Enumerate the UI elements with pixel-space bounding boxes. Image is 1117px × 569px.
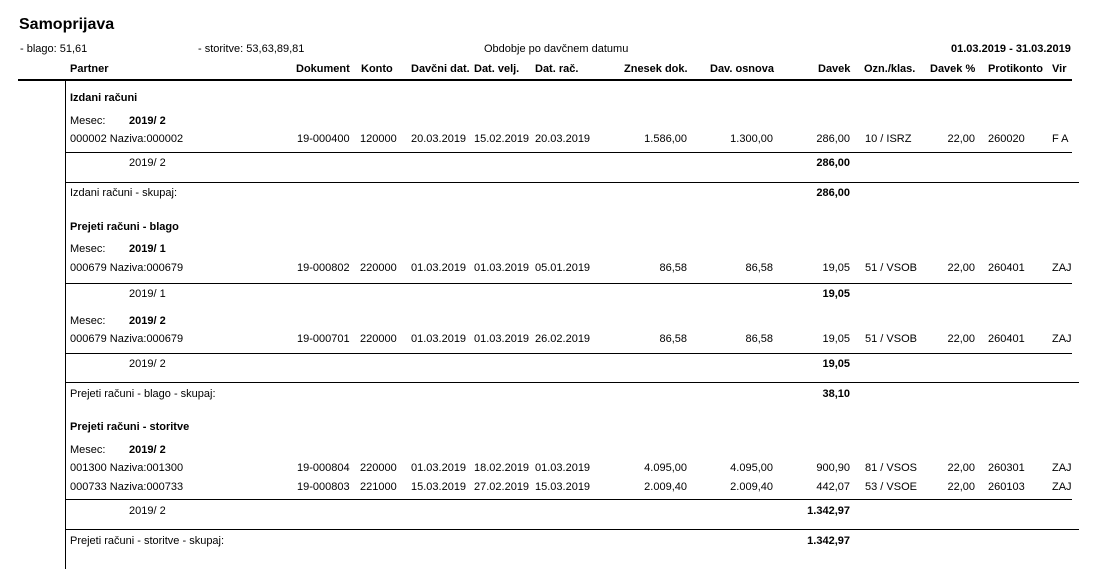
col-znesek: Znesek dok. [624,63,688,75]
cell-rac: 26.02.2019 [535,333,591,345]
section-total-value: 286,00 [816,187,850,199]
subtotal-value: 1.342,97 [807,505,850,517]
month-value: 2019/ 2 [129,115,166,127]
cell-velj: 15.02.2019 [474,133,530,145]
cell-pct: 22,00 [947,481,975,493]
subtotal-label: 2019/ 2 [129,358,166,370]
cell-vir: ZAJ [1052,333,1072,345]
cell-znesek: 4.095,00 [644,462,687,474]
cell-ozn: 51 / VSOB [865,262,917,274]
blago-info: - blago: 51,61 [20,43,88,55]
cell-osnova: 4.095,00 [730,462,773,474]
section-title: Prejeti računi - storitve [70,421,190,433]
cell-ozn: 51 / VSOB [865,333,917,345]
month-value: 2019/ 1 [129,243,166,255]
cell-znesek: 86,58 [659,262,687,274]
storitve-info: - storitve: 53,63,89,81 [198,43,305,55]
month-value: 2019/ 2 [129,444,166,456]
col-davek-pct: Davek % [930,63,976,75]
cell-osnova: 1.300,00 [730,133,773,145]
col-vir: Vir [1052,63,1067,75]
cell-znesek: 2.009,40 [644,481,687,493]
cell-dokument: 19-000803 [297,481,350,493]
col-davcni-dat: Davčni dat. [411,63,470,75]
cell-davek: 19,05 [822,333,850,345]
col-konto: Konto [361,63,393,75]
cell-rac: 01.03.2019 [535,462,591,474]
cell-rac: 20.03.2019 [535,133,591,145]
cell-pct: 22,00 [947,462,975,474]
period-range: 01.03.2019 - 31.03.2019 [951,43,1071,55]
col-dat-rac: Dat. rač. [535,63,579,75]
cell-dokument: 19-000802 [297,262,350,274]
period-label: Obdobje po davčnem datumu [484,43,629,55]
cell-davcni: 15.03.2019 [411,481,467,493]
cell-znesek: 86,58 [659,333,687,345]
cell-znesek: 1.586,00 [644,133,687,145]
section-title: Prejeti računi - blago [70,221,179,233]
cell-dokument: 19-000400 [297,133,350,145]
section-total-rule [66,529,1079,530]
cell-protikonto: 260301 [988,462,1025,474]
cell-vir: ZAJ [1052,481,1072,493]
section-total-label: Prejeti računi - storitve - skupaj: [70,535,225,547]
col-ozn: Ozn./klas. [864,63,916,75]
subtotal-label: 2019/ 2 [129,505,166,517]
cell-osnova: 86,58 [745,333,773,345]
section-title: Izdani računi [70,92,138,104]
month-label: Mesec: [70,243,106,255]
subtotal-rule [66,499,1072,500]
month-label: Mesec: [70,444,106,456]
cell-davek: 900,90 [816,462,850,474]
table-row [0,462,1117,476]
subtotal-value: 19,05 [822,288,850,300]
cell-partner: 001300 Naziva:001300 [70,462,184,474]
subtotal-value: 286,00 [816,157,850,169]
subtotal-value: 19,05 [822,358,850,370]
cell-osnova: 86,58 [745,262,773,274]
subtotal-rule [66,152,1072,153]
cell-vir: ZAJ [1052,262,1072,274]
cell-davcni: 01.03.2019 [411,462,467,474]
cell-ozn: 10 / ISRZ [865,133,912,145]
cell-protikonto: 260020 [988,133,1025,145]
cell-davek: 286,00 [816,133,850,145]
col-osnova: Dav. osnova [710,63,774,75]
cell-konto: 120000 [360,133,397,145]
subtotal-rule [66,283,1072,284]
cell-ozn: 53 / VSOE [865,481,917,493]
cell-konto: 221000 [360,481,397,493]
month-label: Mesec: [70,315,106,327]
subtotal-rule [66,353,1072,354]
table-row [0,262,1117,276]
cell-pct: 22,00 [947,262,975,274]
cell-dokument: 19-000804 [297,462,350,474]
cell-protikonto: 260401 [988,262,1025,274]
cell-konto: 220000 [360,262,397,274]
cell-konto: 220000 [360,462,397,474]
table-row [0,481,1117,495]
cell-protikonto: 260401 [988,333,1025,345]
cell-vir: F A [1052,133,1069,145]
left-margin-rule [65,81,66,569]
col-protikonto: Protikonto [988,63,1043,75]
cell-davcni: 20.03.2019 [411,133,467,145]
table-row [0,333,1117,347]
col-dat-velj: Dat. velj. [474,63,520,75]
table-row [0,133,1117,147]
cell-osnova: 2.009,40 [730,481,773,493]
col-davek: Davek [818,63,851,75]
col-dokument: Dokument [296,63,350,75]
cell-rac: 05.01.2019 [535,262,591,274]
cell-velj: 18.02.2019 [474,462,530,474]
section-total-rule [66,182,1079,183]
cell-davek: 442,07 [816,481,850,493]
cell-davcni: 01.03.2019 [411,333,467,345]
cell-velj: 01.03.2019 [474,262,530,274]
cell-partner: 000002 Naziva:000002 [70,133,184,145]
section-total-value: 38,10 [822,388,850,400]
cell-rac: 15.03.2019 [535,481,591,493]
header-rule [18,79,1072,81]
section-total-rule [66,382,1079,383]
cell-vir: ZAJ [1052,462,1072,474]
cell-protikonto: 260103 [988,481,1025,493]
cell-konto: 220000 [360,333,397,345]
cell-partner: 000679 Naziva:000679 [70,333,184,345]
cell-davek: 19,05 [822,262,850,274]
subtotal-label: 2019/ 2 [129,157,166,169]
section-total-value: 1.342,97 [807,535,850,547]
cell-davcni: 01.03.2019 [411,262,467,274]
subtotal-label: 2019/ 1 [129,288,166,300]
cell-dokument: 19-000701 [297,333,350,345]
cell-velj: 27.02.2019 [474,481,530,493]
section-total-label: Izdani računi - skupaj: [70,187,177,199]
col-partner: Partner [70,63,109,75]
cell-velj: 01.03.2019 [474,333,530,345]
cell-partner: 000679 Naziva:000679 [70,262,184,274]
cell-pct: 22,00 [947,333,975,345]
report-title: Samoprijava [19,16,115,33]
month-value: 2019/ 2 [129,315,166,327]
cell-partner: 000733 Naziva:000733 [70,481,184,493]
section-total-label: Prejeti računi - blago - skupaj: [70,388,216,400]
cell-ozn: 81 / VSOS [865,462,917,474]
cell-pct: 22,00 [947,133,975,145]
month-label: Mesec: [70,115,106,127]
